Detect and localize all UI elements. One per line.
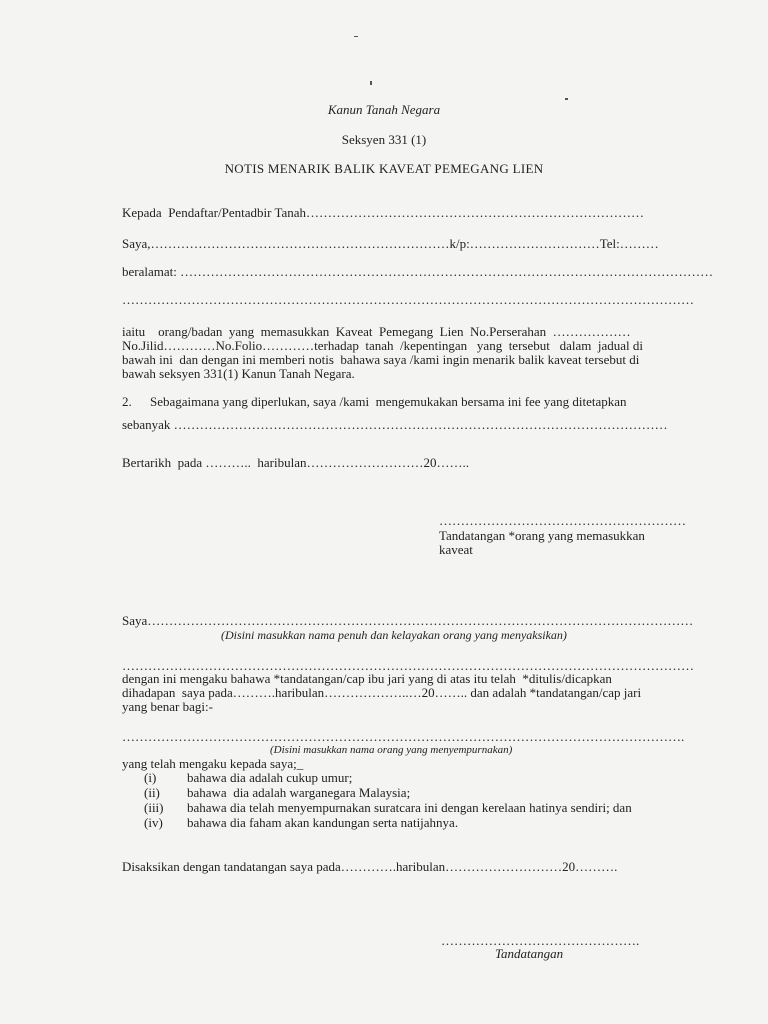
declaration-line2: dihadapan saya pada……….haribulan………………..…20…….. dan adalah *tandatangan/cap jari [122, 685, 642, 700]
paragraph1-line1: iaitu orang/badan yang memasukkan Kaveat Pemegang Lien No.Perserahan ……………… [122, 324, 631, 339]
paragraph1-line3: bawah ini dan dengan ini memberi notis bahawa saya /kami ingin menarik balik kaveat tersebut di [122, 352, 640, 367]
signature1-label-2: kaveat [439, 542, 473, 557]
paragraph1-line2: No.Jilid…………No.Folio…………terhadap tanah /kepentingan yang tersebut dalam jadual di [122, 338, 643, 353]
executant-note: (Disini masukkan nama orang yang menyempurnakan) [270, 744, 513, 756]
kepada-field: Kepada Pendaftar/Pentadbir Tanah…………………………………………………………………… [122, 205, 645, 220]
executant-dots-line: …………………………………………………………………………………………………………………. [122, 729, 685, 744]
witnessed-line: Disaksikan dengan tandatangan saya pada………….haribulan………………………20………. [122, 859, 618, 874]
paragraph2-line1: Sebagaimana yang diperlukan, saya /kami mengemukakan bersama ini fee yang ditetapkan [150, 394, 627, 409]
scan-speck [354, 36, 358, 37]
saya-field: Saya,……………………………………………………………k/p:…………………………Tel:……… [122, 236, 659, 251]
item-text-i: bahawa dia adalah cukup umur; [187, 770, 353, 785]
signature1-label: Tandatangan *orang yang memasukkan [439, 528, 645, 543]
scan-speck [565, 98, 568, 100]
notice-title: NOTIS MENARIK BALIK KAVEAT PEMEGANG LIEN [224, 161, 544, 176]
declaration-line1: dengan ini mengaku bahawa *tandatangan/cap ibu jari yang di atas itu telah *ditulis/dicapkan [122, 671, 612, 686]
beralamat-field: beralamat: …………………………………………………………………………………………………………… [122, 264, 714, 279]
section-number: Seksyen 331 (1) [341, 132, 427, 147]
signature2-label: Tandatangan [495, 946, 564, 961]
item-num-i: (i) [144, 770, 157, 785]
item-num-iv: (iv) [144, 815, 163, 830]
witness-note: (Disini masukkan nama penuh dan kelayakan orang yang menyaksikan) [221, 628, 567, 642]
signature2-dots: ………………………………………. [441, 933, 640, 948]
declared-intro: yang telah mengaku kepada saya;_ [122, 756, 304, 771]
item-text-iii: bahawa dia telah menyempurnakan suratcara ini dengan kerelaan hatinya sendiri; dan [187, 800, 632, 815]
dated-line: Bertarikh pada ……….. haribulan………………………20…….. [122, 455, 469, 470]
paragraph2-line2: sebanyak …………………………………………………………………………………………………… [122, 417, 668, 432]
act-name: Kanun Tanah Negara [327, 102, 441, 117]
scan-speck [370, 81, 372, 85]
witness-saya-line: Saya……………………………………………………………………………………………………………… [122, 613, 694, 628]
item-text-iv: bahawa dia faham akan kandungan serta natijahnya. [187, 815, 459, 830]
paragraph2-number: 2. [122, 394, 132, 409]
declaration-line3: yang benar bagi:- [122, 699, 213, 714]
item-num-iii: (iii) [144, 800, 164, 815]
address-line-2: …………………………………………………………………………………………………………………… [122, 292, 694, 307]
witness-dots-line: …………………………………………………………………………………………………………………… [122, 658, 694, 673]
item-text-ii: bahawa dia adalah warganegara Malaysia; [187, 785, 411, 800]
item-num-ii: (ii) [144, 785, 160, 800]
signature1-dots: ………………………………………………… [439, 513, 686, 528]
paragraph1-line4: bawah seksyen 331(1) Kanun Tanah Negara. [122, 366, 355, 381]
